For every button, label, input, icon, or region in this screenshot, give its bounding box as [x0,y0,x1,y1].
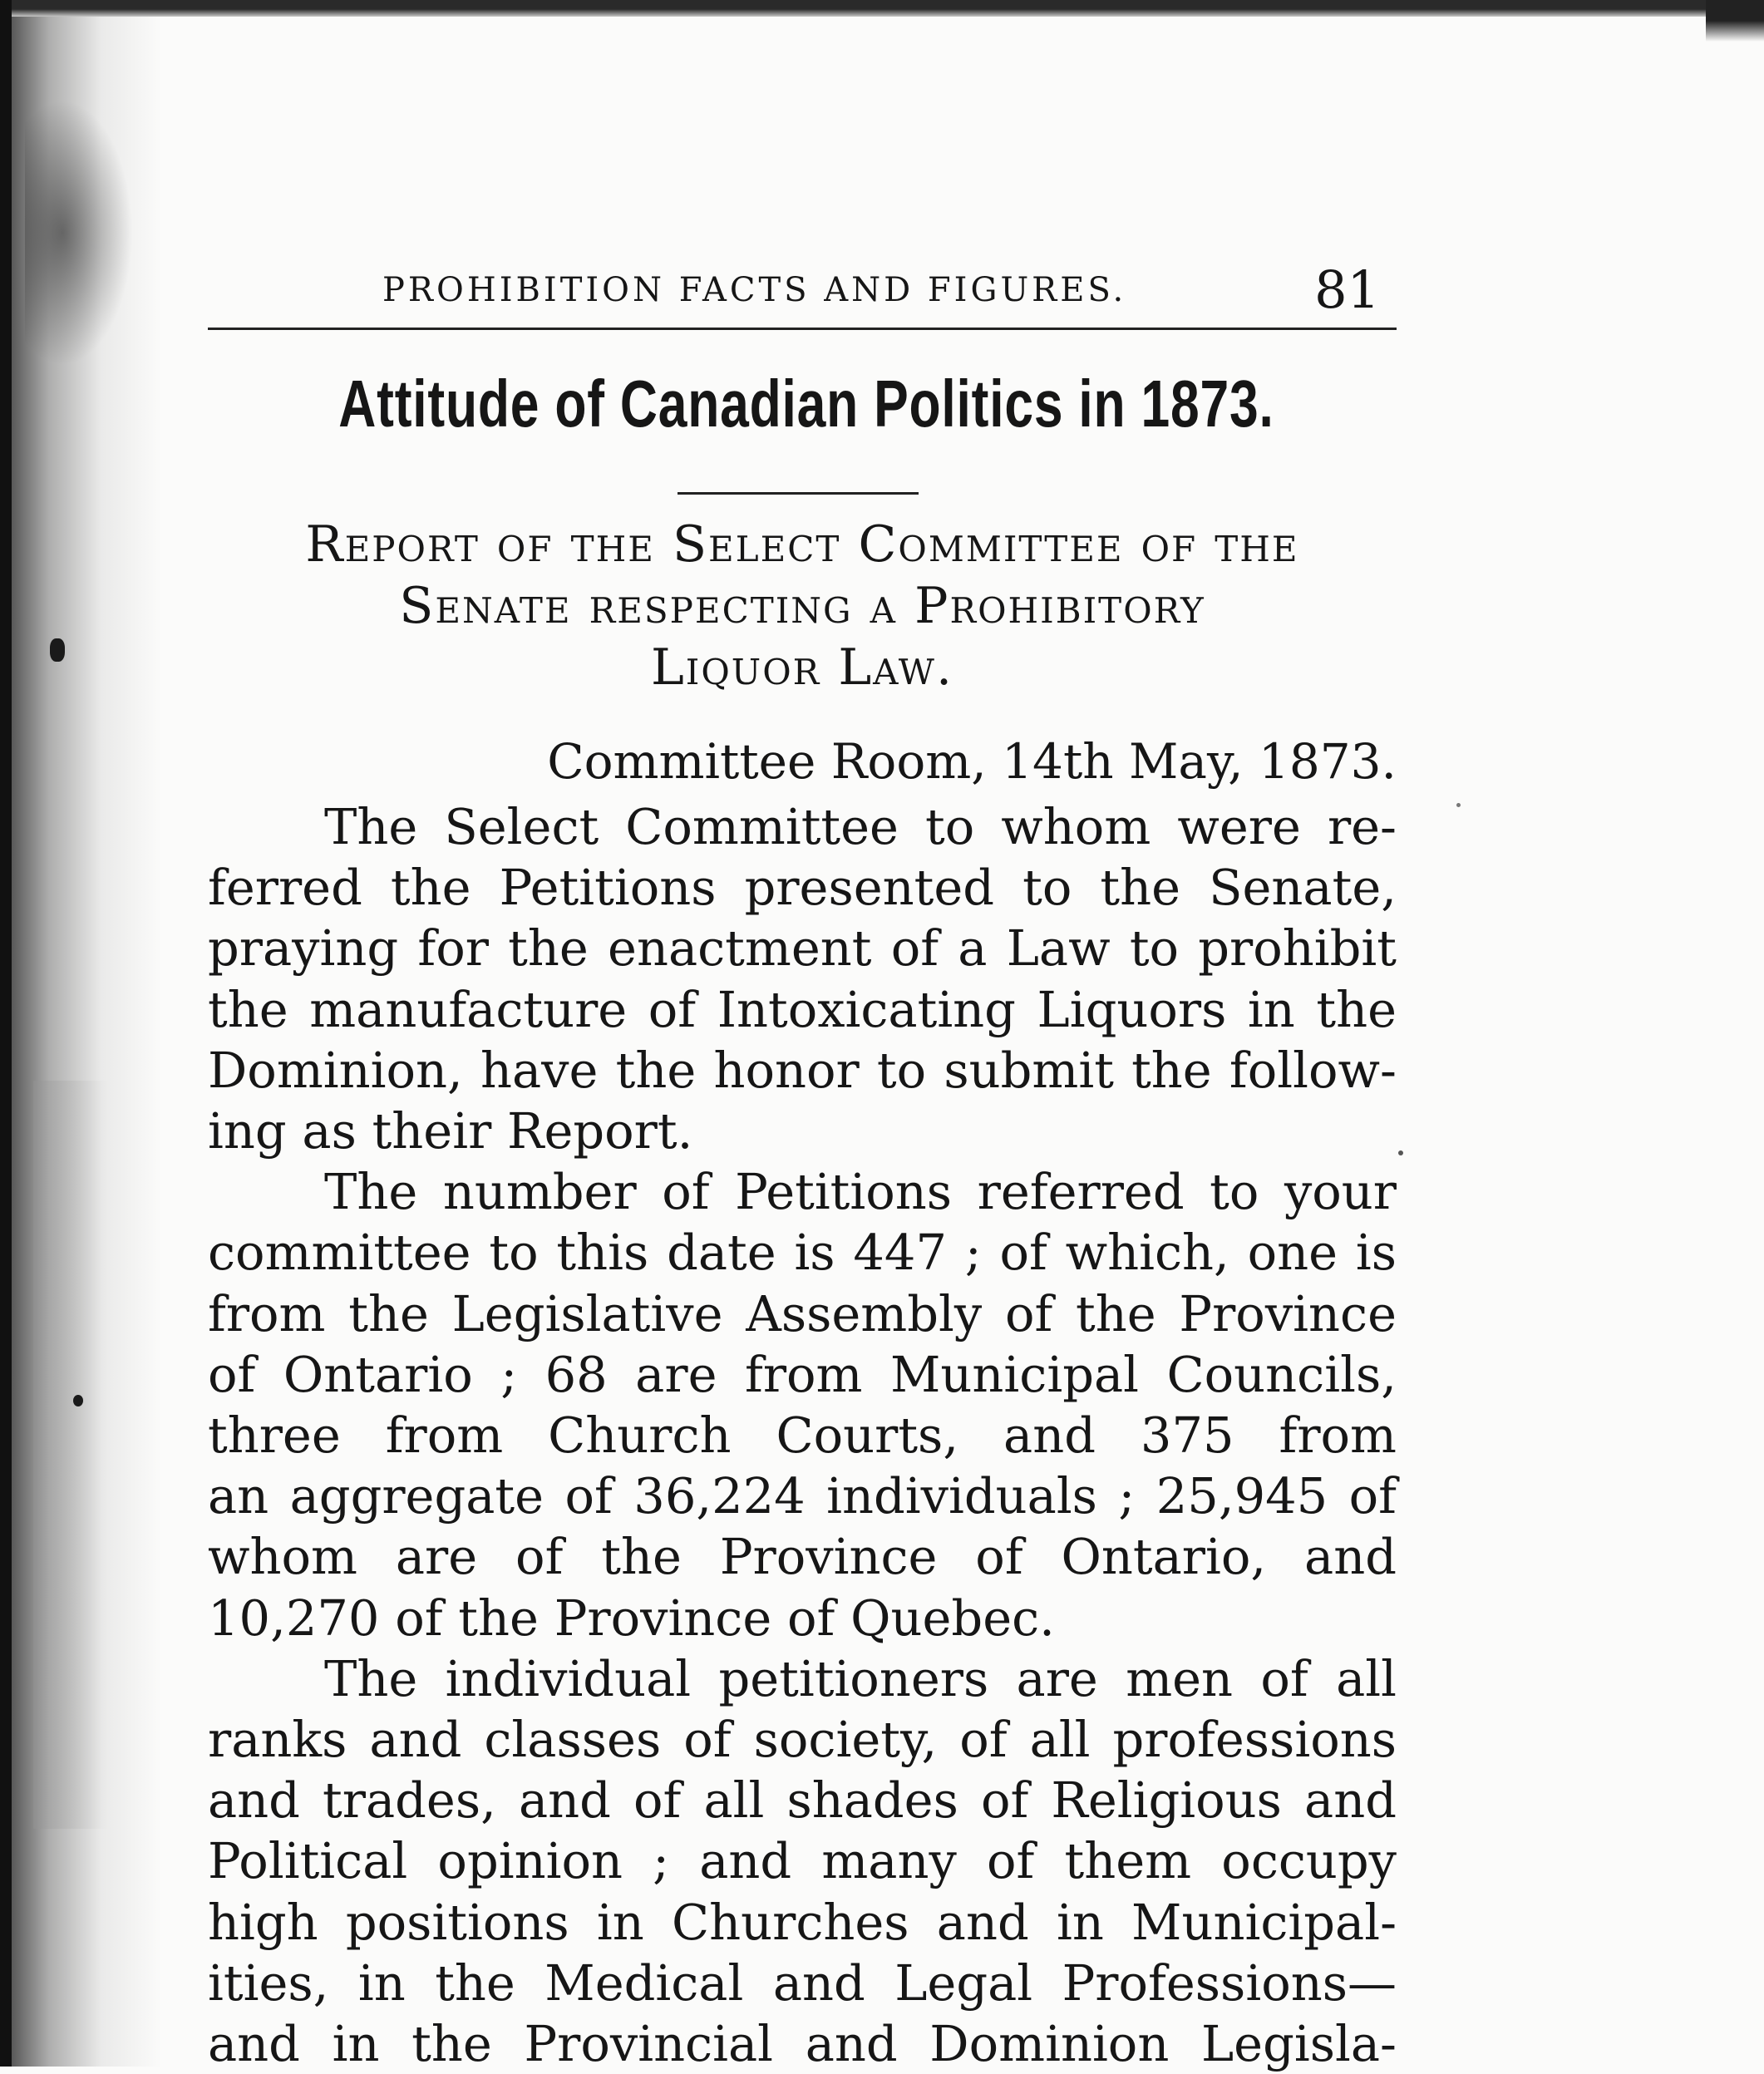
scan-left-edge [0,0,12,2067]
text-line: and trades, and of all shades of Religious and [208,1771,1397,1830]
text-line: whom are of the Province of Ontario, and [208,1528,1397,1586]
text-line: of Ontario ; 68 are from Municipal Councils, [208,1345,1397,1403]
chapter-title: Attitude of Canadian Politics in 1873. [338,367,1274,441]
text-line: ferred the Petitions presented to the Senate, [208,859,1397,917]
text-line: and in the Provincial and Dominion Legisla- [208,2015,1397,2073]
report-heading-line: Liquor Law. [650,638,954,697]
text-line: The Select Committee to whom were re- [324,798,1397,855]
scan-corner [1706,0,1764,42]
ink-speck [50,638,65,662]
ink-speck [1456,803,1461,807]
text-line: The individual petitioners are men of all [324,1649,1397,1707]
paragraph [208,1161,1397,1648]
text-line: high positions in Churches and in Municipal- [208,1893,1397,1951]
page-number: 81 [1314,259,1380,320]
report-heading [208,514,1397,698]
dateline: Committee Room, 14th May, 1873. [547,733,1397,790]
text-line: Dominion, have the honor to submit the follow- [208,1041,1397,1099]
ink-speck [73,1395,83,1406]
text-line: ities, in the Medical and Legal Professions— [208,1953,1397,2012]
header-rule [208,328,1397,330]
paragraph [208,796,1397,1161]
text-line: from the Legislative Assembly of the Province [208,1284,1397,1342]
report-heading-line: Report of the Select Committee of the [305,515,1299,574]
running-head-title: PROHIBITION FACTS AND FIGURES. [382,271,1127,309]
text-line: committee to this date is 447 ; of which, one is [208,1224,1397,1282]
text-line: ing as their Report. [208,1102,693,1160]
paragraph [208,1648,1397,2074]
text-line: 10,270 of the Province of Quebec. [208,1589,1055,1647]
text-line: an aggregate of 36,224 individuals ; 25,945 of [208,1467,1397,1525]
text-line: ranks and classes of society, of all professions [208,1711,1397,1769]
scan-top-edge [0,0,1764,17]
ink-speck [1398,1150,1403,1155]
binding-band [33,1081,108,1829]
title-divider [678,492,919,495]
text-line: Political opinion ; and many of them occupy [208,1832,1397,1890]
running-head [208,259,1397,318]
text-line: three from Church Courts, and 375 from [208,1406,1397,1465]
body-text [208,796,1397,2074]
text-line: the manufacture of Intoxicating Liquors in the [208,980,1397,1038]
report-heading-line: Senate respecting a Prohibitory [399,577,1205,635]
text-line: The number of Petitions referred to your [324,1163,1397,1221]
text-line: praying for the enactment of a Law to prohibit [208,919,1397,978]
binding-dark-patch [25,100,133,366]
